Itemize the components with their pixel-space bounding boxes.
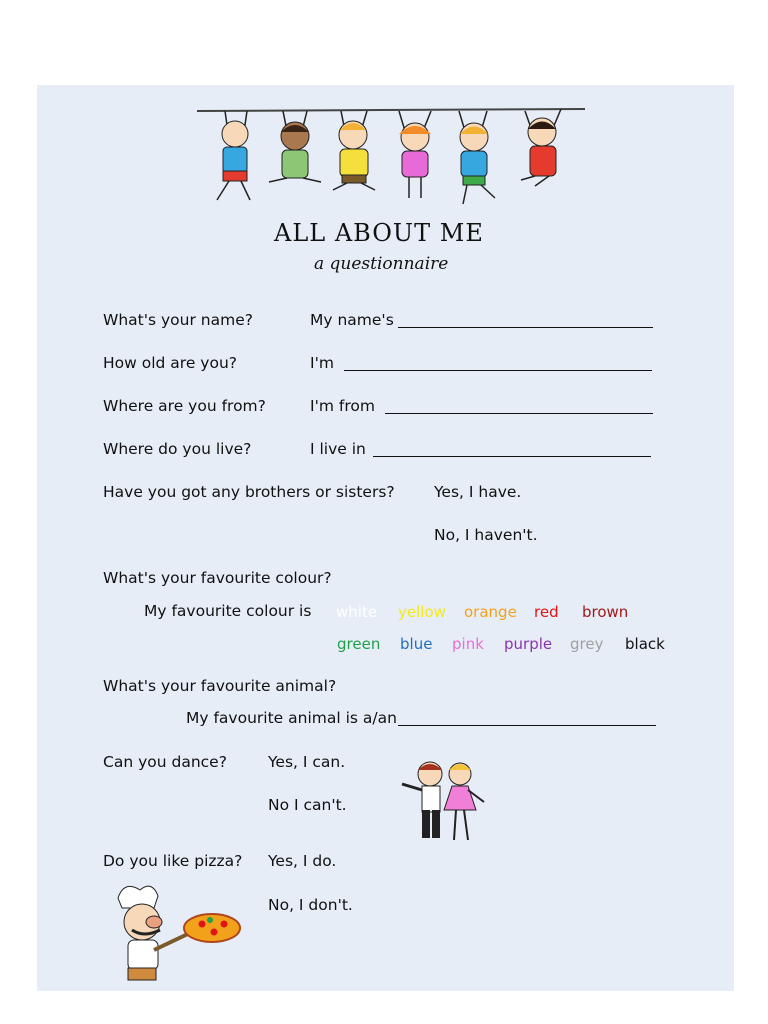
question-from: Where are you from? bbox=[103, 397, 266, 415]
colour-option-black[interactable]: black bbox=[625, 635, 665, 653]
hanging-kids-illustration bbox=[195, 104, 587, 210]
pizza-no-option[interactable]: No, I don't. bbox=[268, 896, 353, 914]
answer-prefix-animal: My favourite animal is a/an bbox=[186, 709, 397, 727]
dance-yes-option[interactable]: Yes, I can. bbox=[268, 753, 346, 771]
answer-line-live[interactable] bbox=[373, 456, 651, 457]
page-title: ALL ABOUT ME bbox=[274, 219, 484, 247]
kid-2-illustration bbox=[269, 111, 321, 182]
page-subtitle: a questionnaire bbox=[314, 254, 449, 274]
answer-prefix-age: I'm bbox=[310, 354, 334, 372]
question-colour: What's your favourite colour? bbox=[103, 569, 332, 587]
dancing-couple-illustration bbox=[396, 758, 488, 846]
answer-line-name[interactable] bbox=[398, 327, 653, 328]
colour-option-yellow[interactable]: yellow bbox=[398, 603, 446, 621]
question-live: Where do you live? bbox=[103, 440, 252, 458]
colour-option-purple[interactable]: purple bbox=[504, 635, 553, 653]
colour-option-red[interactable]: red bbox=[534, 603, 559, 621]
answer-line-animal[interactable] bbox=[398, 725, 656, 726]
question-age: How old are you? bbox=[103, 354, 237, 372]
kid-6-illustration bbox=[521, 109, 561, 186]
answer-line-age[interactable] bbox=[344, 370, 652, 371]
question-name: What's your name? bbox=[103, 311, 253, 329]
answer-prefix-name: My name's bbox=[310, 311, 394, 329]
question-pizza: Do you like pizza? bbox=[103, 852, 243, 870]
kid-5-illustration bbox=[459, 111, 495, 204]
colour-option-green[interactable]: green bbox=[337, 635, 381, 653]
answer-prefix-from: I'm from bbox=[310, 397, 375, 415]
colour-option-grey[interactable]: grey bbox=[570, 635, 604, 653]
colour-option-orange[interactable]: orange bbox=[464, 603, 517, 621]
answer-line-from[interactable] bbox=[385, 413, 653, 414]
siblings-yes-option[interactable]: Yes, I have. bbox=[434, 483, 522, 501]
colour-option-brown[interactable]: brown bbox=[582, 603, 629, 621]
colour-option-pink[interactable]: pink bbox=[452, 635, 484, 653]
answer-prefix-colour: My favourite colour is bbox=[144, 602, 312, 620]
question-dance: Can you dance? bbox=[103, 753, 227, 771]
pizza-chef-illustration bbox=[110, 880, 242, 984]
dance-no-option[interactable]: No I can't. bbox=[268, 796, 347, 814]
kid-4-illustration bbox=[399, 111, 431, 198]
colour-option-white[interactable]: white bbox=[336, 603, 378, 621]
question-siblings: Have you got any brothers or sisters? bbox=[103, 483, 395, 501]
answer-prefix-live: I live in bbox=[310, 440, 366, 458]
colour-option-blue[interactable]: blue bbox=[400, 635, 433, 653]
kid-3-illustration bbox=[333, 111, 375, 190]
siblings-no-option[interactable]: No, I haven't. bbox=[434, 526, 538, 544]
kid-1-illustration bbox=[217, 111, 250, 200]
pizza-yes-option[interactable]: Yes, I do. bbox=[268, 852, 337, 870]
question-animal: What's your favourite animal? bbox=[103, 677, 337, 695]
